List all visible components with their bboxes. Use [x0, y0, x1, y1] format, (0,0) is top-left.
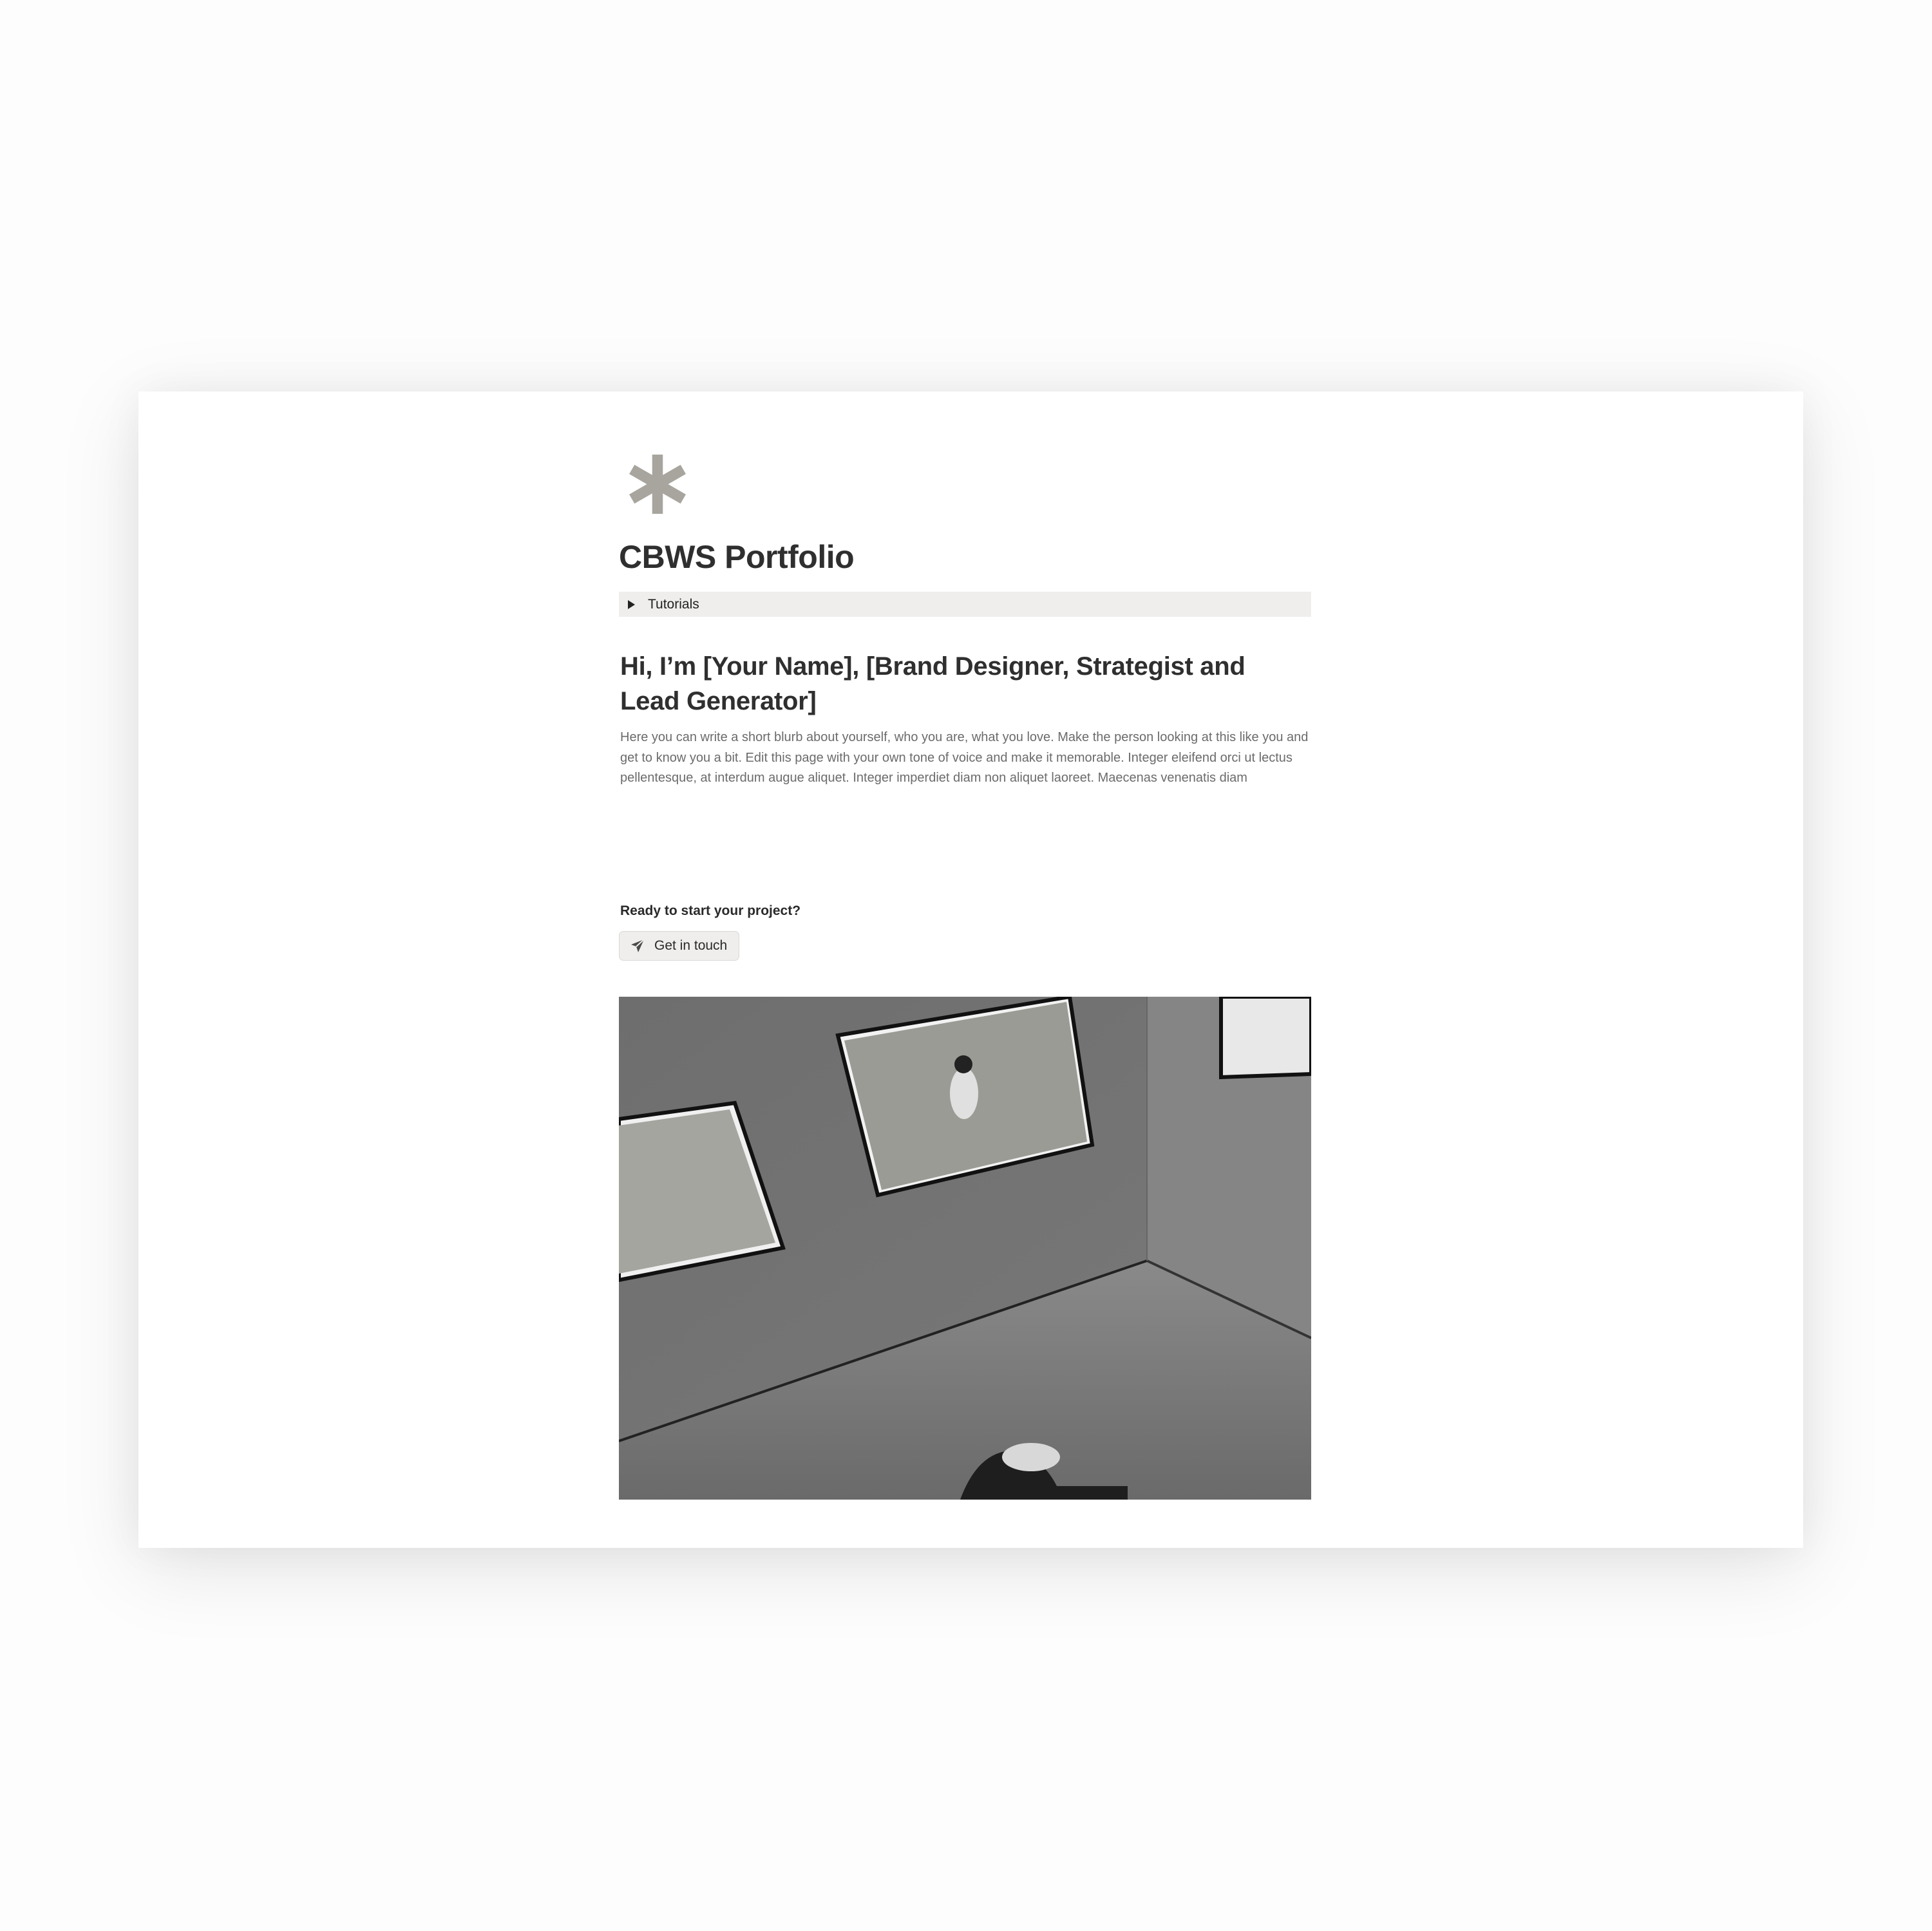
intro-heading: Hi, I’m [Your Name], [Brand Designer, Strategist and Lead Generator]: [620, 652, 1245, 715]
asterisk-icon: [628, 455, 687, 514]
paper-plane-icon: [630, 938, 645, 954]
gallery-photo: [619, 997, 1311, 1500]
triangle-right-icon[interactable]: [628, 600, 635, 609]
get-in-touch-button[interactable]: [619, 931, 739, 961]
cta-prompt: Ready to start your project?: [620, 903, 801, 918]
button-label: Get in touch: [654, 938, 728, 953]
page-title: CBWS Portfolio: [619, 539, 855, 575]
tutorials-toggle[interactable]: [619, 592, 1311, 617]
intro-blurb: Here you can write a short blurb about yourself, who you are, what you love. Make the person looking at this like you and get to know you a bit. Edit this page with your own tone of voice and make it memorable. Integer eleifend orci ut lectus pellentesque, at interdum augue aliquet. Integer imperdiet diam non aliquet laoreet. Maecenas venenatis diam: [620, 730, 1309, 785]
toggle-label: Tutorials: [648, 596, 699, 612]
page-card: [138, 391, 1803, 1548]
